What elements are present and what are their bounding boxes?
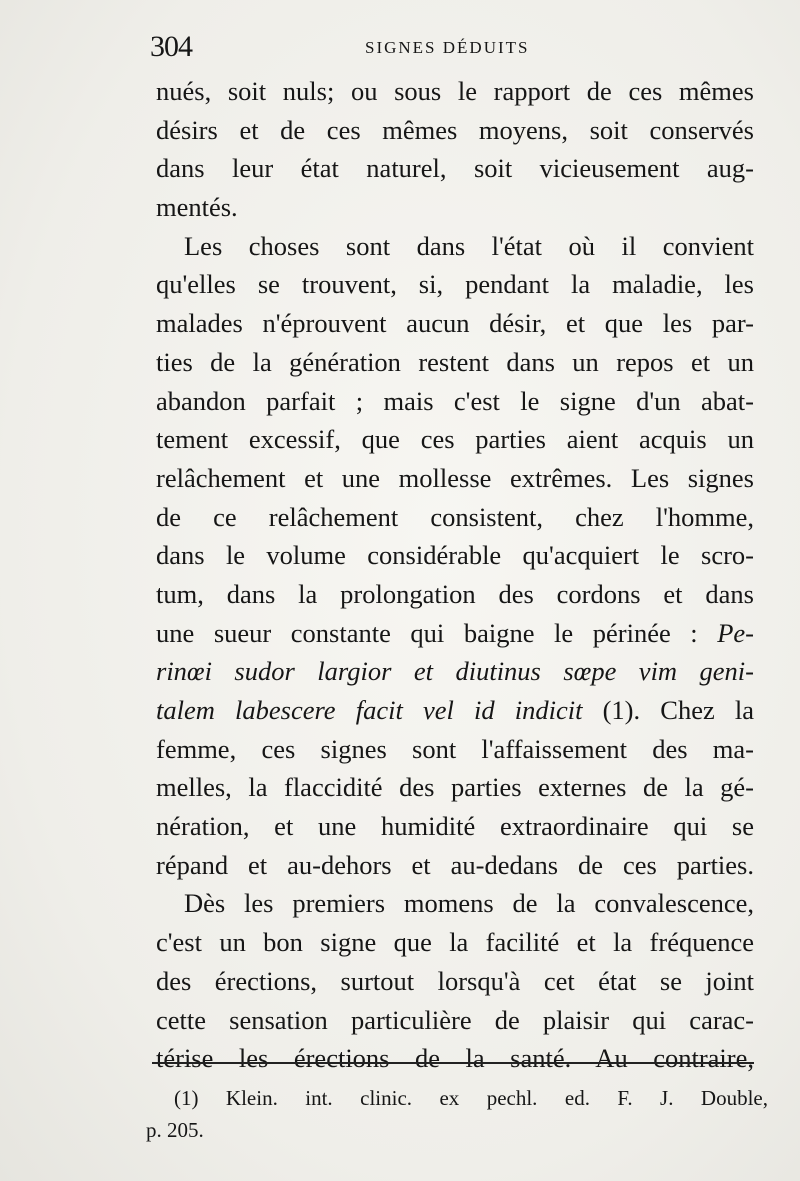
text-segment: une sueur constante qui baigne le périnée : (156, 617, 698, 648)
text-line: répand et au-dehors et au-dedans de ces parties. (156, 849, 754, 880)
text-line: mentés. (156, 192, 238, 223)
text-line (156, 614, 754, 653)
page-header (150, 30, 750, 70)
text-line: cette sensation particulière de plaisir qui carac- (156, 1004, 754, 1035)
text-line: Dès les premiers momens de la convalescence, (184, 888, 754, 919)
text-line: désirs et de ces mêmes moyens, soit conservés (156, 114, 754, 145)
text-line: des érections, surtout lorsqu'à cet état se joint (156, 965, 754, 996)
text-line: abandon parfait ; mais c'est le signe d'un abat- (156, 385, 754, 416)
text-segment: (1). Chez la (602, 695, 754, 725)
text-line: malades n'éprouvent aucun désir, et que les par- (156, 308, 754, 339)
text-line: melles, la flaccidité des parties externes de la gé- (156, 772, 754, 803)
text-line: relâchement et une mollesse extrêmes. Les signes (156, 462, 754, 493)
body-text (156, 72, 754, 1078)
latin-quote: Pe- (717, 617, 755, 648)
footnote-line: p. 205. (146, 1118, 204, 1142)
text-line: Les choses sont dans l'état où il convient (184, 230, 754, 261)
text-line: femme, ces signes sont l'affaissement des ma- (156, 733, 754, 764)
running-title: SIGNES DÉDUITS (365, 38, 530, 57)
text-line: tum, dans la prolongation des cordons et dans (156, 578, 754, 609)
footnote-line: (1) Klein. int. clinic. ex pechl. ed. F. J. Double, (174, 1086, 768, 1110)
text-line: dans le volume considérable qu'acquiert le scro- (156, 540, 754, 571)
text-line: térise les érections de la santé. Au contraire, (156, 1043, 754, 1074)
text-line: nués, soit nuls; ou sous le rapport de ces mêmes (156, 76, 754, 106)
text-line: de ce relâchement consistent, chez l'homme, (156, 501, 754, 532)
text-line: nération, et une humidité extraordinaire qui se (156, 811, 754, 842)
footnote (146, 1082, 768, 1146)
text-line: dans leur état naturel, soit vicieusement aug- (156, 153, 754, 184)
text-line: c'est un bon signe que la facilité et la fréquence (156, 927, 754, 958)
text-line (156, 652, 754, 691)
page-number: 304 (150, 30, 192, 63)
latin-quote: talem labescere facit vel id indicit (156, 695, 583, 725)
text-line: ties de la génération restent dans un repos et un (156, 346, 754, 377)
text-line: qu'elles se trouvent, si, pendant la maladie, les (156, 269, 754, 300)
text-line (156, 691, 754, 730)
text-line: tement excessif, que ces parties aient acquis un (156, 424, 754, 455)
footnote-divider (152, 1062, 754, 1064)
latin-quote: rinœi sudor largior et diutinus sœpe vim geni- (156, 656, 754, 687)
